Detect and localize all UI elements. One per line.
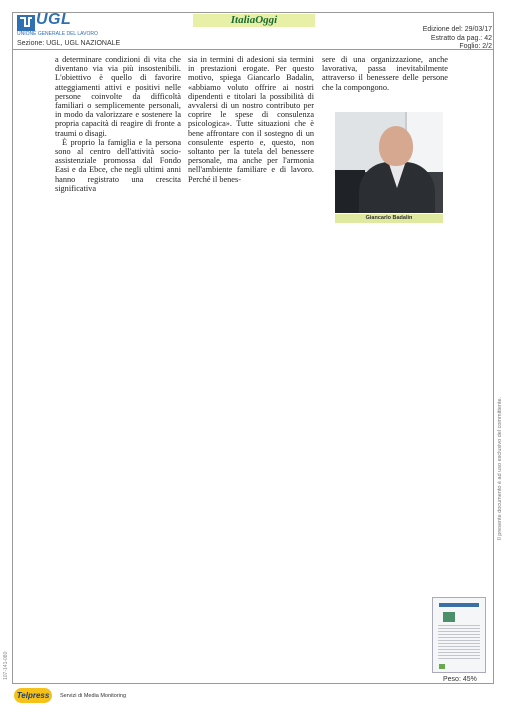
article-column-2 [188, 55, 314, 184]
article-paragraph: sere di una organizzazione, anche lavorativa, passa inevitabilmente attraverso il benessere delle persone che la compongono. [322, 55, 448, 92]
article-column-1 [55, 55, 181, 193]
edition-meta [423, 26, 492, 52]
document-code: 107-141-080 [3, 651, 9, 680]
usage-notice: Il presente documento è ad uso esclusivo del committente. [497, 396, 503, 540]
section-label: Sezione: UGL, UGL NAZIONALE [17, 40, 121, 47]
article-paragraph: a determinare condizioni di vita che diventano via via più insostenibili. L'obiettivo è quello di favorire atteggiamenti attivi e positivi nelle persone coinvolte da difficoltà familiari o semplicemente personali, in modo da valorizzare e sostenere la propria capacità di reagire di fronte a traumi o disagi. [55, 55, 181, 138]
telpress-logo: Telpress [14, 688, 52, 703]
ugl-logo-subtitle: UNIONE GENERALE DEL LAVORO [17, 31, 98, 37]
ugl-logo-text: UGL [36, 11, 72, 28]
photo-caption: Giancarlo Badalin [335, 214, 443, 223]
edition-date: Edizione del: 29/03/17 [422, 26, 492, 33]
footer-service-text: Servizi di Media Monitoring [60, 693, 127, 699]
ugl-logo [17, 11, 98, 38]
article-column-3 [322, 55, 448, 92]
page-extract: Estratto da pag.: 42 [430, 34, 492, 42]
sheet-number: Foglio: 2/2 [459, 43, 492, 50]
header-divider [12, 49, 494, 50]
page-thumbnail[interactable] [432, 597, 486, 673]
ugl-logo-icon [17, 15, 35, 31]
article-paragraph: sia in termini di adesioni sia termini in prestazioni erogate. Per questo motivo, spiega Giancarlo Badalin, «abbiamo voluto offrire ai nostri dipendenti e titolari la possibilità di avvalersi di un nostro contributo per coprire le spese di consulenza psicologica». Tutte situazioni che è bene affrontare con il sostegno di un consulente esperto e, questo, non soltanto per la tutela del benessere personale, ma anche per l'armonia nell'ambiente familiare e di lavoro. Perché il benes- [188, 55, 314, 184]
article-paragraph: È proprio la famiglia e la persona sono al centro dell'attività socio-assistenziale promossa dal Fondo Easi e da Ebce, che negli ultimi anni hanno registrato una crescita significativa [55, 137, 181, 193]
newspaper-masthead: ItaliaOggi [193, 14, 315, 27]
portrait-photo [335, 112, 443, 213]
weight-label: Peso: 45% [443, 676, 477, 683]
